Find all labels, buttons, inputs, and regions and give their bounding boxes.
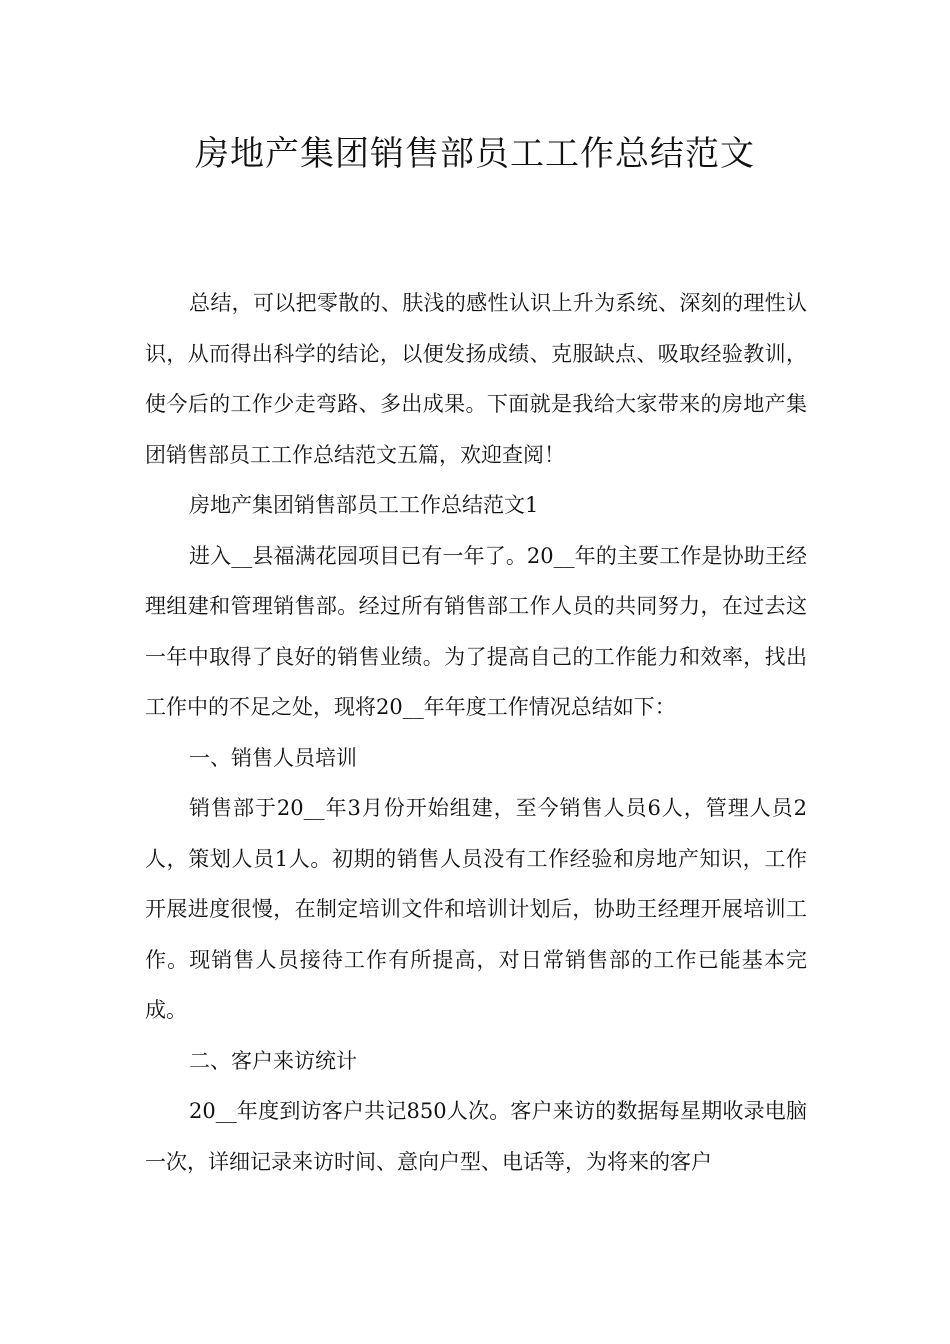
document-title: 房地产集团销售部员工工作总结范文: [195, 134, 755, 174]
subsection-heading: 一、销售人员培训: [189, 745, 357, 770]
document-body: [145, 278, 807, 1187]
section-heading: 房地产集团销售部员工工作总结范文1: [189, 493, 539, 517]
body-paragraph: 进入__县福满花园项目已有一年了。20__年的主要工作是协助王经理组建和管理销售部。经过所有销售部工作人员的共同努力，在过去这一年中取得了良好的销售业绩。为了提高自己的工作能力和效率，找出工作中的不足之处，现将20__年年度工作情况总结如下：: [145, 543, 807, 719]
intro-paragraph: 总结，可以把零散的、肤浅的感性认识上升为系统、深刻的理性认识，从而得出科学的结论，以便发扬成绩、克服缺点、吸取经验教训，使今后的工作少走弯路、多出成果。下面就是我给大家带来的房地产集团销售部员工工作总结范文五篇，欢迎查阅！: [145, 291, 807, 467]
body-paragraph: 销售部于20__年3月份开始组建，至今销售人员6人，管理人员2人，策划人员1人。初期的销售人员没有工作经验和房地产知识，工作开展进度很慢，在制定培训文件和培训计划后，协助王经理开展培训工作。现销售人员接待工作有所提高，对日常销售部的工作已能基本完成。: [145, 796, 807, 1022]
body-paragraph: 20__年度到访客户共记850人次。客户来访的数据每星期收录电脑一次，详细记录来访时间、意向户型、电话等，为将来的客户: [145, 1099, 807, 1174]
subsection-heading: 二、客户来访统计: [189, 1048, 357, 1073]
